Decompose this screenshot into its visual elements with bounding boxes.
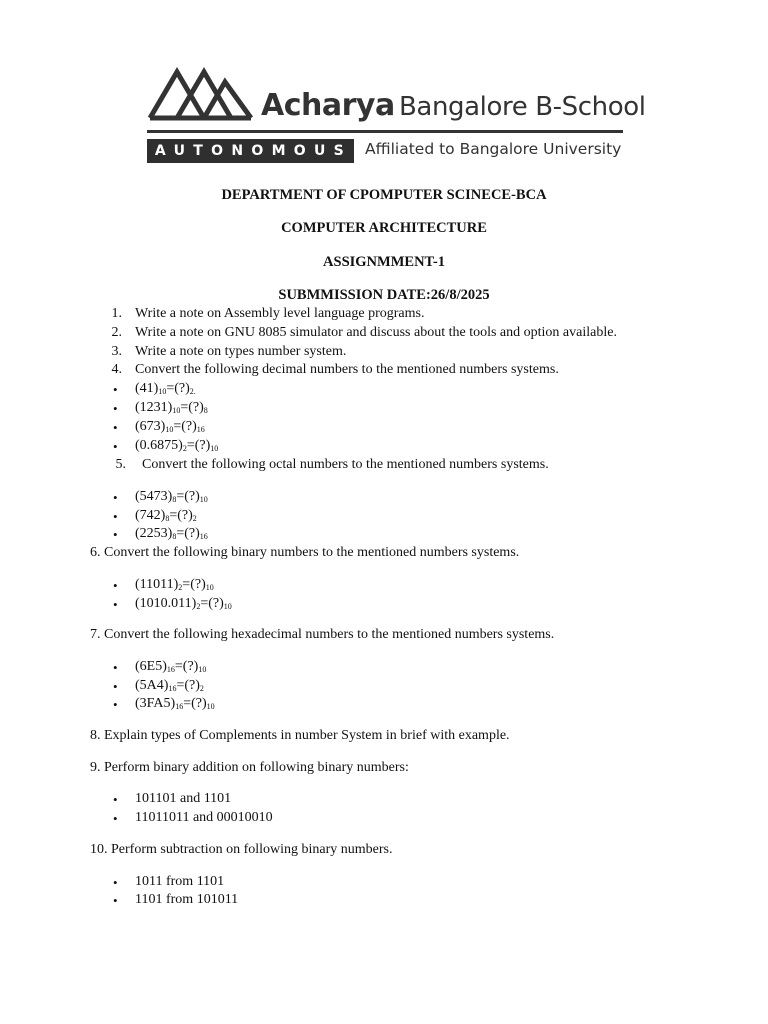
base-subscript: 2	[196, 602, 201, 611]
question-number: 1.	[111, 306, 122, 321]
question-number: 5.	[115, 457, 126, 472]
mountain-logo-icon	[147, 66, 255, 122]
source-value: (5A4)	[135, 678, 169, 693]
brand-name: Acharya	[261, 88, 395, 123]
bullet-icon: •	[113, 597, 118, 612]
target-value: =(?)	[183, 696, 207, 711]
binary-pair: 101101 and 1101	[135, 791, 232, 806]
base-subscript: 8	[165, 514, 170, 523]
source-value: (0.6875)	[135, 438, 183, 453]
base-subscript: 10	[206, 702, 215, 711]
bullet-icon: •	[113, 509, 118, 524]
base-subscript: 10	[210, 444, 219, 453]
base-subscript: 2.	[189, 387, 196, 396]
question-number: 3.	[111, 344, 122, 359]
source-value: (673)	[135, 419, 166, 434]
base-subscript: 16	[168, 684, 177, 693]
target-value: =(?)	[173, 419, 197, 434]
bullet-icon: •	[113, 875, 118, 890]
target-value: =(?)	[176, 678, 200, 693]
base-subscript: 2	[182, 444, 187, 453]
question-6: 6. Convert the following binary numbers to the mentioned numbers systems.	[90, 545, 520, 560]
source-value: (2253)	[135, 526, 173, 541]
question-number: 4.	[111, 362, 122, 377]
institution-logo	[147, 66, 646, 166]
base-subscript: 10	[198, 665, 207, 674]
bullet-icon: •	[113, 527, 118, 542]
affiliation-text: Affiliated to Bangalore University	[365, 140, 622, 158]
base-subscript: 16	[175, 702, 184, 711]
binary-pair: 1101 from 101011	[135, 892, 239, 907]
question-number: 2.	[111, 325, 122, 340]
base-subscript: 8	[203, 406, 208, 415]
base-subscript: 16	[199, 532, 208, 541]
bullet-icon: •	[113, 490, 118, 505]
target-value: =(?)	[180, 400, 204, 415]
autonomous-badge: AUTONOMOUS	[147, 139, 354, 163]
bullet-icon: •	[113, 792, 118, 807]
target-value: =(?)	[186, 438, 211, 453]
source-value: (11011)	[135, 577, 179, 592]
base-subscript: 10	[158, 387, 167, 396]
department-heading: DEPARTMENT OF CPOMPUTER SCINECE-BCA	[221, 187, 547, 203]
base-subscript: 16	[166, 665, 175, 674]
base-subscript: 8	[172, 495, 177, 504]
bullet-icon: •	[113, 420, 118, 435]
base-subscript: 16	[196, 425, 205, 434]
bullet-icon: •	[113, 660, 118, 675]
base-subscript: 10	[205, 583, 214, 592]
assignment-heading: ASSIGNMMENT-1	[323, 254, 445, 270]
target-value: =(?)	[176, 489, 200, 504]
base-subscript: 10	[172, 406, 181, 415]
target-value: =(?)	[182, 577, 206, 592]
bullet-icon: •	[113, 893, 118, 908]
bullet-icon: •	[113, 439, 118, 454]
source-value: (5473)	[135, 489, 173, 504]
target-value: =(?)	[174, 659, 199, 674]
submission-date: SUBMMISSION DATE:26/8/2025	[278, 287, 490, 303]
question-text: Write a note on Assembly level language programs.	[135, 306, 425, 321]
source-value: (1010.011)	[135, 596, 197, 611]
target-value: =(?)	[200, 596, 224, 611]
subject-heading: COMPUTER ARCHITECTURE	[281, 220, 487, 236]
question-text: Write a note on types number system.	[135, 344, 347, 359]
bullet-icon: •	[113, 578, 118, 593]
question-text: Write a note on GNU 8085 simulator and discuss about the tools and option available.	[135, 325, 617, 340]
question-7: 7. Convert the following hexadecimal numbers to the mentioned numbers systems.	[90, 627, 555, 642]
base-subscript: 2	[199, 684, 204, 693]
question-8: 8. Explain types of Complements in number System in brief with example.	[90, 728, 510, 743]
source-value: (6E5)	[135, 659, 167, 674]
binary-pair: 11011011 and 00010010	[135, 810, 273, 825]
source-value: (3FA5)	[135, 696, 176, 711]
base-subscript: 10	[165, 425, 174, 434]
bullet-icon: •	[113, 811, 118, 826]
base-subscript: 2	[178, 583, 183, 592]
bullet-icon: •	[113, 697, 118, 712]
base-subscript: 10	[199, 495, 208, 504]
source-value: (1231)	[135, 400, 173, 415]
question-9: 9. Perform binary addition on following binary numbers:	[90, 760, 409, 775]
question-10: 10. Perform subtraction on following binary numbers.	[90, 842, 393, 857]
base-subscript: 8	[172, 532, 177, 541]
target-value: =(?)	[176, 526, 200, 541]
question-text: Convert the following decimal numbers to the mentioned numbers systems.	[135, 362, 559, 377]
question-text: Convert the following octal numbers to the mentioned numbers systems.	[142, 457, 549, 472]
brand-subtitle: Bangalore B-School	[399, 92, 646, 122]
binary-pair: 1011 from 1101	[135, 874, 225, 889]
bullet-icon: •	[113, 382, 118, 397]
logo-divider	[147, 130, 623, 133]
target-value: =(?)	[166, 381, 190, 396]
source-value: (41)	[135, 381, 159, 396]
bullet-icon: •	[113, 679, 118, 694]
base-subscript: 2	[192, 514, 197, 523]
bullet-icon: •	[113, 401, 118, 416]
base-subscript: 10	[223, 602, 232, 611]
target-value: =(?)	[169, 508, 193, 523]
source-value: (742)	[135, 508, 166, 523]
